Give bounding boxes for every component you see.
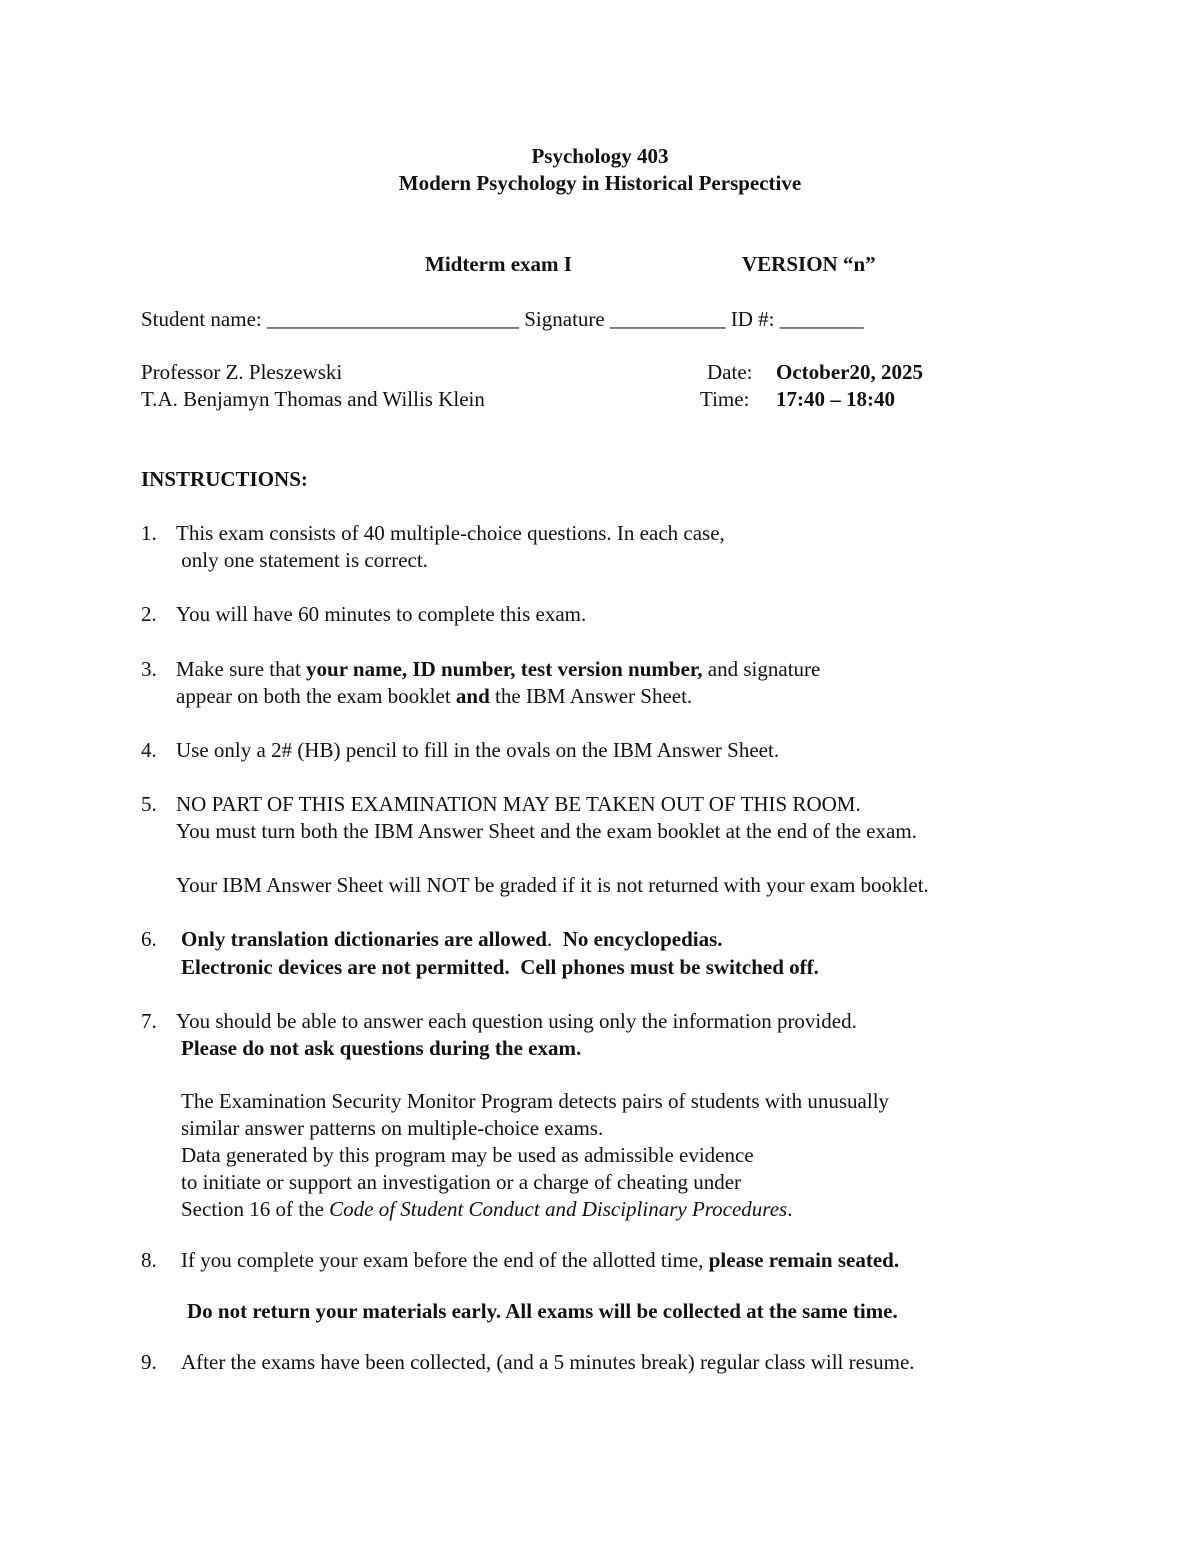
item-7-line-2: Please do not ask questions during the exam. xyxy=(181,1036,582,1060)
item-5-line-1: NO PART OF THIS EXAMINATION MAY BE TAKEN OUT OF THIS ROOM. xyxy=(176,792,861,816)
date-value: October20, 2025 xyxy=(776,360,923,384)
time-value: 17:40 – 18:40 xyxy=(776,387,895,411)
instructions-heading: INSTRUCTIONS: xyxy=(141,467,308,491)
item-4-line-1: Use only a 2# (HB) pencil to fill in the ovals on the IBM Answer Sheet. xyxy=(176,738,780,762)
item-8-line-2: Do not return your materials early. All exams will be collected at the same time. xyxy=(187,1299,898,1323)
student-name-label: Student name: xyxy=(141,307,267,331)
item-8-text-pre: If you complete your exam before the end of the allotted time, xyxy=(181,1248,709,1272)
item-3-line-2-pre: appear on both the exam booklet xyxy=(176,684,456,708)
student-info-line xyxy=(141,306,864,333)
item-3-line-2 xyxy=(176,683,692,710)
item-5-line-3: Your IBM Answer Sheet will NOT be graded if it is not returned with your exam booklet. xyxy=(176,873,929,897)
item-7-para-line-2: similar answer patterns on multiple-choice exams. xyxy=(181,1116,604,1140)
item-7-line-1: You should be able to answer each question using only the information provided. xyxy=(176,1009,857,1033)
item-6-line-1 xyxy=(181,926,723,953)
item-6-text-b: . xyxy=(546,927,563,951)
item-2-number: 2. xyxy=(141,602,157,626)
item-9-line-1: After the exams have been collected, (and a 5 minutes break) regular class will resume. xyxy=(181,1350,915,1374)
date-label: Date: xyxy=(707,360,753,384)
signature-label: Signature xyxy=(518,307,610,331)
item-6-number: 6. xyxy=(141,927,157,951)
item-3-line-2-post: the IBM Answer Sheet. xyxy=(489,684,693,708)
item-6-text-a: Only translation dictionaries are allowed xyxy=(181,927,547,951)
item-7-para-line-5 xyxy=(181,1196,792,1223)
item-7-p5-italic: Code of Student Conduct and Disciplinary Procedures xyxy=(329,1197,788,1221)
item-7-p5-post: . xyxy=(787,1197,793,1221)
id-blank[interactable]: ________ xyxy=(779,307,864,331)
id-label: ID #: xyxy=(725,307,780,331)
course-title: Modern Psychology in Historical Perspective xyxy=(398,171,802,195)
item-1-number: 1. xyxy=(141,521,157,545)
item-7-p5-pre: Section 16 of the xyxy=(181,1197,330,1221)
item-1-line-2: only one statement is correct. xyxy=(176,548,428,572)
item-3-number: 3. xyxy=(141,657,157,681)
item-7-number: 7. xyxy=(141,1009,157,1033)
item-3-text-bold: your name, ID number, test version number, xyxy=(306,657,703,681)
item-8-text-bold: please remain seated. xyxy=(708,1248,900,1272)
item-8-number: 8. xyxy=(141,1248,157,1272)
item-2-line-1: You will have 60 minutes to complete this exam. xyxy=(176,602,587,626)
exam-version: VERSION “n” xyxy=(742,252,876,276)
item-6-line-2: Electronic devices are not permitted. Cell phones must be switched off. xyxy=(181,955,819,979)
item-3-line-1 xyxy=(176,656,820,683)
item-1-line-1: This exam consists of 40 multiple-choice questions. In each case, xyxy=(176,521,725,545)
item-5-line-2: You must turn both the IBM Answer Sheet and the exam booklet at the end of the exam. xyxy=(176,819,917,843)
professor-name: Professor Z. Pleszewski xyxy=(141,360,343,384)
signature-blank[interactable]: ___________ xyxy=(609,307,726,331)
item-4-number: 4. xyxy=(141,738,157,762)
time-label: Time: xyxy=(700,387,750,411)
item-3-line-2-bold: and xyxy=(455,684,490,708)
course-number: Psychology 403 xyxy=(531,144,669,168)
item-8-line-1 xyxy=(181,1247,899,1274)
item-9-number: 9. xyxy=(141,1350,157,1374)
item-6-text-c: No encyclopedias. xyxy=(562,927,723,951)
item-7-para-line-3: Data generated by this program may be used as admissible evidence xyxy=(181,1143,754,1167)
exam-name: Midterm exam I xyxy=(425,252,572,276)
item-3-text-post: and signature xyxy=(702,657,821,681)
item-3-text-pre: Make sure that xyxy=(176,657,307,681)
item-7-para-line-4: to initiate or support an investigation or a charge of cheating under xyxy=(181,1170,742,1194)
item-5-number: 5. xyxy=(141,792,157,816)
student-name-blank[interactable]: ________________________ xyxy=(266,307,519,331)
item-7-para-line-1: The Examination Security Monitor Program detects pairs of students with unusually xyxy=(181,1089,890,1113)
ta-names: T.A. Benjamyn Thomas and Willis Klein xyxy=(141,387,485,411)
